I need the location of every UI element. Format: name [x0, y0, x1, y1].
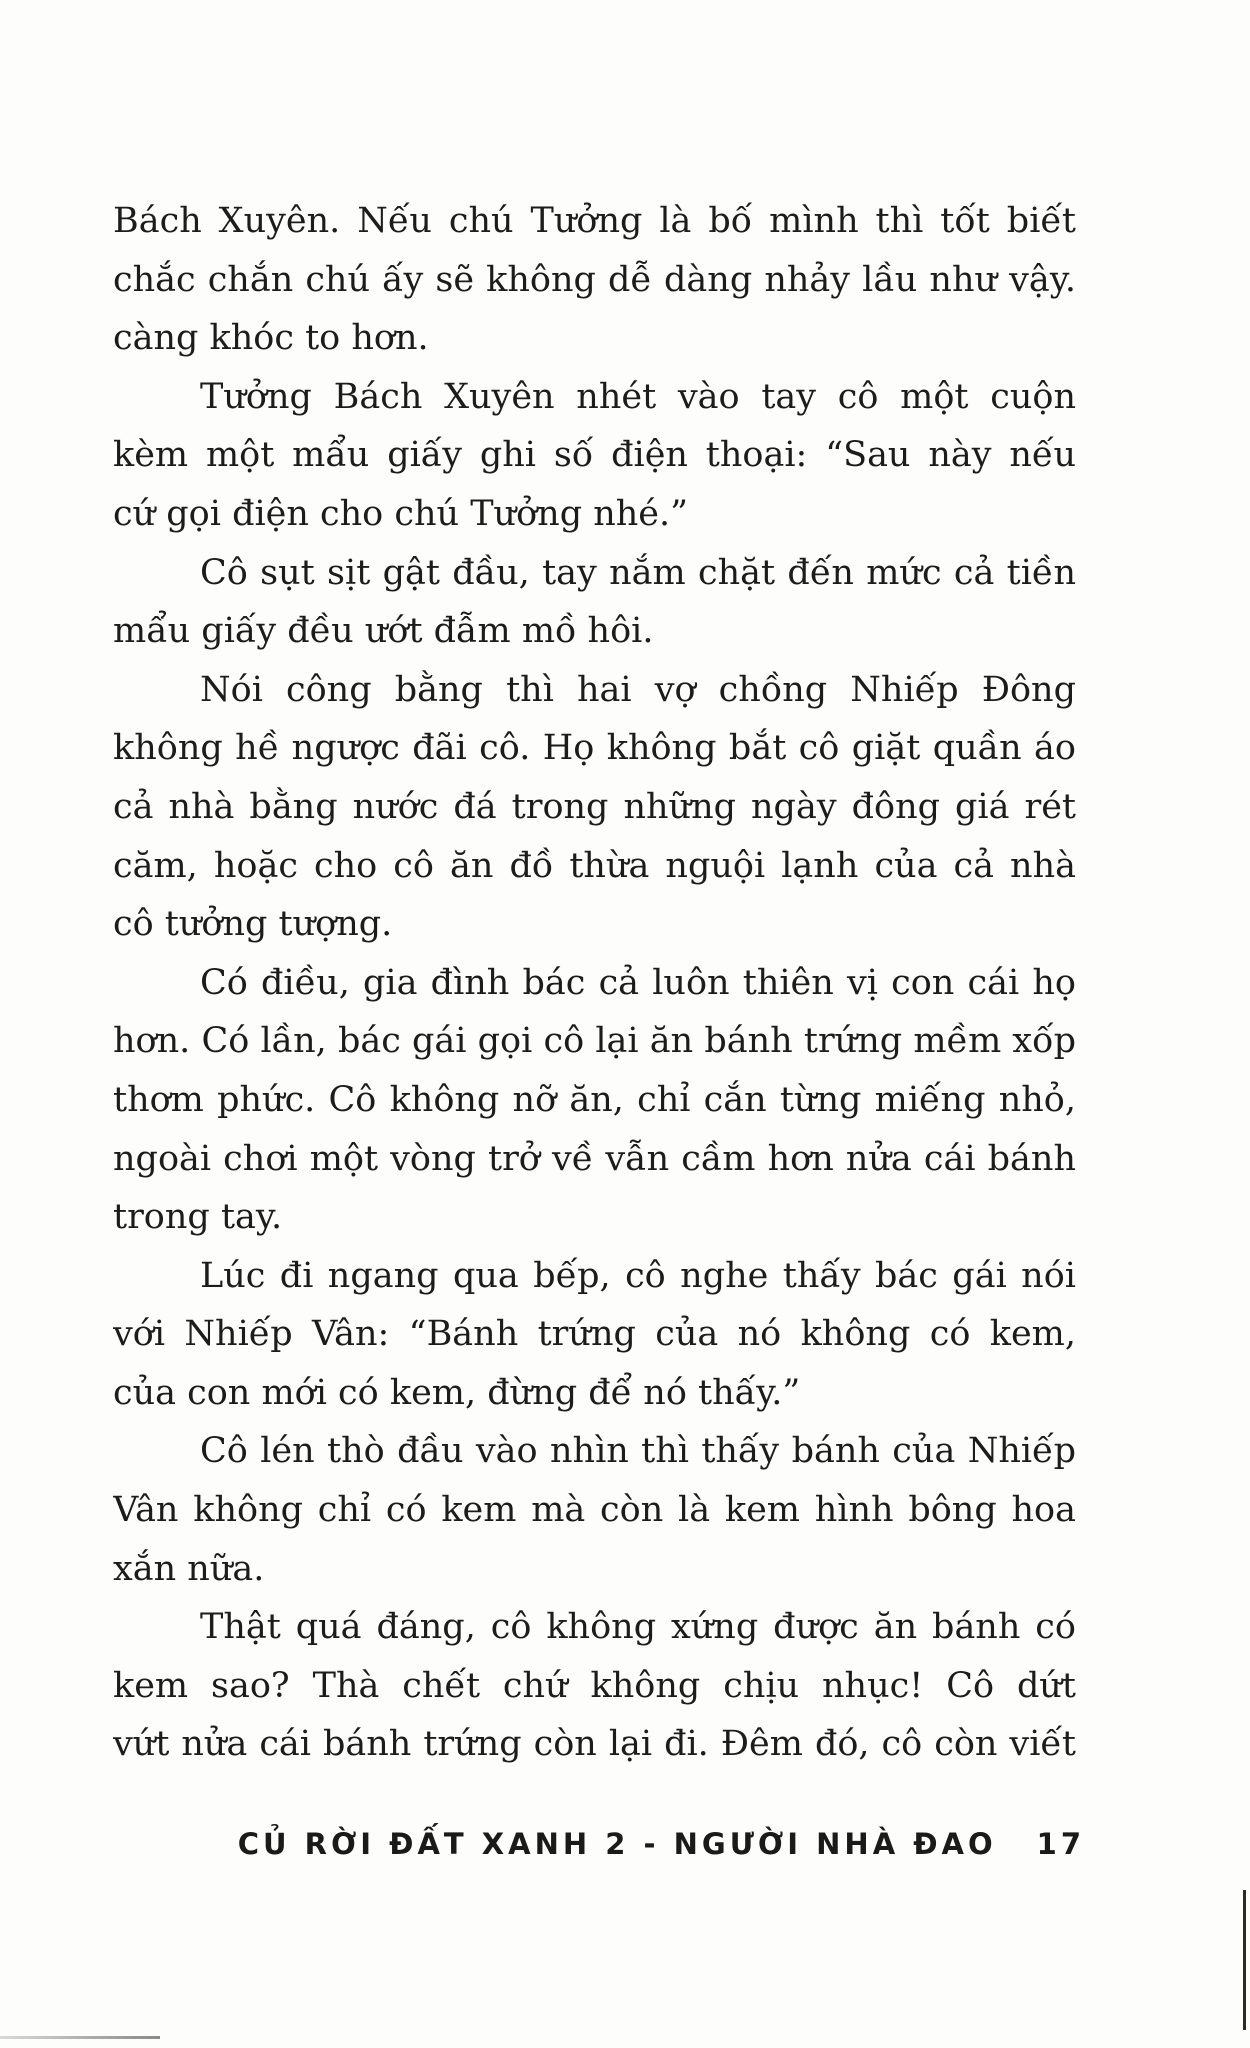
page-number: 17: [1036, 1827, 1085, 1861]
text-line: Cô lén thò đầu vào nhìn thì thấy bánh của Nhiếp: [200, 1431, 1076, 1472]
text-line: Cô sụt sịt gật đầu, tay nắm chặt đến mức cả tiền: [200, 552, 1076, 593]
text-line: kèm một mẩu giấy ghi số điện thoại: “Sau này nếu: [113, 435, 1076, 476]
running-title: CỦ RỜI ĐẤT XANH 2 - NGƯỜI NHÀ ĐAO: [237, 1827, 997, 1861]
text-line: với Nhiếp Vân: “Bánh trứng của nó không có kem,: [113, 1314, 1076, 1355]
text-line: ngoài chơi một vòng trở về vẫn cầm hơn nửa cái bánh: [113, 1138, 1076, 1179]
text-line: xắn nữa.: [113, 1548, 265, 1589]
text-line: Lúc đi ngang qua bếp, cô nghe thấy bác gái nói: [200, 1255, 1076, 1296]
text-line: không hề ngược đãi cô. Họ không bắt cô giặt quần áo: [113, 728, 1076, 769]
text-line: Thật quá đáng, cô không xứng được ăn bánh có: [200, 1607, 1076, 1648]
body-text: [113, 192, 1076, 1774]
text-line: cô tưởng tượng.: [113, 904, 393, 945]
text-line: vứt nửa cái bánh trứng còn lại đi. Đêm đó, cô còn viết: [113, 1724, 1076, 1765]
text-line: Tưởng Bách Xuyên nhét vào tay cô một cuộn: [200, 376, 1076, 417]
text-line: Bách Xuyên. Nếu chú Tưởng là bố mình thì tốt biết: [113, 201, 1076, 241]
text-line: chắc chắn chú ấy sẽ không dễ dàng nhảy lầu như vậy.: [113, 259, 1076, 300]
text-line: cứ gọi điện cho chú Tưởng nhé.”: [113, 493, 689, 534]
text-line: cả nhà bằng nước đá trong những ngày đông giá rét: [113, 786, 1076, 827]
page-footer: [0, 1827, 1085, 1861]
text-line: của con mới có kem, đừng để nó thấy.”: [113, 1372, 801, 1413]
text-line: thơm phức. Cô không nỡ ăn, chỉ cắn từng miếng nhỏ,: [113, 1079, 1076, 1120]
text-line: kem sao? Thà chết chứ không chịu nhục! Cô dứt: [113, 1665, 1076, 1706]
text-line: Có điều, gia đình bác cả luôn thiên vị con cái họ: [200, 962, 1076, 1003]
text-line: mẩu giấy đều ướt đẫm mồ hôi.: [113, 611, 654, 652]
text-line: Vân không chỉ có kem mà còn là kem hình bông hoa: [113, 1490, 1076, 1531]
page-edge-line: [1243, 1890, 1246, 2030]
text-line: càng khóc to hơn.: [113, 318, 429, 359]
text-line: Nói công bằng thì hai vợ chồng Nhiếp Đông: [200, 669, 1076, 710]
text-line: trong tay.: [113, 1197, 283, 1238]
text-line: căm, hoặc cho cô ăn đồ thừa nguội lạnh của cả nhà: [113, 845, 1076, 886]
scan-edge-shadow: [0, 2036, 160, 2039]
text-line: hơn. Có lần, bác gái gọi cô lại ăn bánh trứng mềm xốp: [113, 1021, 1076, 1062]
